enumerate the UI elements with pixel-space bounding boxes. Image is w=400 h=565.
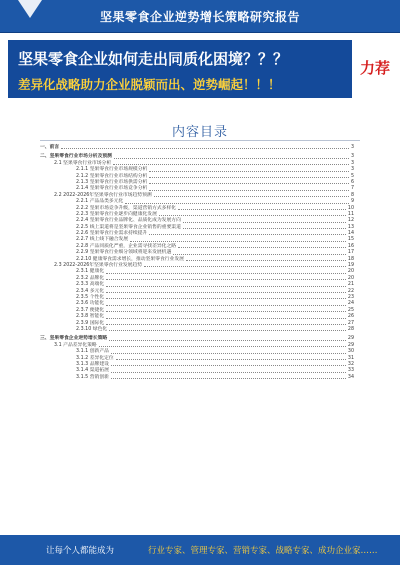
toc-entry-title: 2.2.5 线上渠道将是坚果零食企业销售的重要渠道 xyxy=(76,224,181,230)
toc-entry-title: 2.3.1 健康化 xyxy=(76,269,105,275)
toc-dot-leader xyxy=(61,145,349,149)
toc-entry-title: 2.3.9 国际化 xyxy=(76,320,105,326)
hero-subheadline: 差异化战略助力企业脱颖而出、逆势崛起！！！ xyxy=(18,77,281,92)
toc-dot-leader xyxy=(183,225,346,229)
toc-entry-page: 20 xyxy=(347,275,354,281)
toc-dot-leader xyxy=(111,362,346,366)
toc-entry-page: 7 xyxy=(350,186,354,192)
toc-entry-title: 2.1.3 坚果零食行业市场供需分析 xyxy=(76,179,148,185)
toc-dot-leader xyxy=(106,276,346,280)
toc-dot-leader xyxy=(149,167,349,171)
toc-entry-title: 3.1.4 渠道拓展 xyxy=(76,368,109,374)
toc-dot-leader xyxy=(114,154,349,158)
toc-dot-leader xyxy=(106,295,346,299)
toc-entry-title: 2.3.2 品牌化 xyxy=(76,275,105,281)
toc-entry-page: 17 xyxy=(347,250,354,256)
toc-dot-leader xyxy=(106,289,346,293)
toc-entry-title: 3.1.1 创新产品 xyxy=(76,349,109,355)
toc-entry-title: 2.2 2022-2026年坚果零食行业市场趋势预测 xyxy=(54,192,152,198)
toc-entry-title: 3.1 产品差异化策略 xyxy=(54,342,97,348)
toc-entry-page: 21 xyxy=(347,282,354,288)
toc-entry-page: 3 xyxy=(350,160,354,166)
toc-entry-title: 2.2.6 坚果零食行业需求持续提升 xyxy=(76,231,148,237)
toc-entry-page: 3 xyxy=(350,145,354,150)
toc-dot-leader xyxy=(113,161,349,165)
toc-entry-title: 2.2.3 坚果零食行业逐步向健康化发展 xyxy=(76,211,157,217)
toc-entry-page: 29 xyxy=(347,336,354,342)
toc-entry-title: 2.2.8 产品同质化严重，企业需寻找差异化之路 xyxy=(76,243,177,249)
toc-entry-page: 31 xyxy=(347,355,354,361)
toc-entry-page: 25 xyxy=(347,307,354,313)
footer-roles: 行业专家、管理专家、营销专家、战略专家、成功企业家…… xyxy=(148,546,378,556)
toc-entry-page: 23 xyxy=(347,294,354,300)
toc-entry-title: 2.3.4 多元化 xyxy=(76,288,105,294)
toc-entry-page: 16 xyxy=(347,243,354,249)
toc-dot-leader xyxy=(116,356,346,360)
toc-entry-title: 2.3.6 功能化 xyxy=(76,301,105,307)
toc-dot-leader xyxy=(178,206,346,210)
table-of-contents xyxy=(40,145,354,381)
toc-entry-page: 33 xyxy=(347,368,354,374)
toc-dot-leader xyxy=(106,314,346,318)
footer-label: 让每个人都能成为 xyxy=(46,546,115,556)
toc-entry-title: 三、坚果零食企业逆势增长策略 xyxy=(40,336,108,342)
toc-dot-leader xyxy=(109,327,346,331)
toc-dot-leader xyxy=(106,321,346,325)
toc-dot-leader xyxy=(149,174,349,178)
toc-dot-leader xyxy=(149,186,349,190)
toc-entry-title: 2.2.4 坚果零食行业品牌化、品质化成为发展方向 xyxy=(76,218,181,224)
toc-dot-leader xyxy=(109,336,346,340)
toc-entry-title: 2.2.2 坚果市场竞争升级，渠道营销方式多样化 xyxy=(76,205,177,211)
toc-dot-leader xyxy=(186,257,346,261)
toc-entry-page: 30 xyxy=(347,349,354,355)
toc-dot-leader xyxy=(106,282,346,286)
toc-entry-page: 13 xyxy=(347,224,354,230)
toc-entry[interactable] xyxy=(40,327,354,333)
toc-entry-page: 10 xyxy=(347,205,354,211)
toc-entry-page: 8 xyxy=(350,192,354,198)
toc-dot-leader xyxy=(144,263,346,267)
toc-entry-title: 2.1.2 坚果零食行业市场结构分析 xyxy=(76,173,148,179)
toc-entry-page: 3 xyxy=(350,154,354,160)
toc-entry-title: 2.1.4 坚果零食行业市场竞争分析 xyxy=(76,186,148,192)
toc-entry-page: 5 xyxy=(350,173,354,179)
toc-entry-title: 2.2.1 产品品类多元化 xyxy=(76,199,124,205)
toc-entry-title: 3.1.2 差异化定位 xyxy=(76,355,114,361)
toc-dot-leader xyxy=(111,375,346,379)
toc-entry-page: 15 xyxy=(347,237,354,243)
toc-dot-leader xyxy=(178,244,346,248)
hero-headline: 坚果零食企业如何走出同质化困境？？？ xyxy=(18,50,289,68)
toc-entry-page: 14 xyxy=(347,231,354,237)
toc-title: 内容目录 xyxy=(171,125,228,140)
toc-entry-title: 一、前言 xyxy=(40,145,60,150)
toc-dot-leader xyxy=(111,349,346,353)
toc-entry[interactable] xyxy=(40,145,354,151)
toc-dot-leader xyxy=(106,308,346,312)
toc-entry-title: 2.1 坚果零食行业市场分析 xyxy=(54,160,112,166)
toc-dot-leader xyxy=(149,231,346,235)
footer-banner xyxy=(0,535,400,565)
toc-entry-title: 2.3.5 个性化 xyxy=(76,294,105,300)
toc-dot-leader xyxy=(130,237,346,241)
toc-entry-page: 28 xyxy=(347,326,354,332)
toc-entry-title: 2.3.10 绿色化 xyxy=(76,326,108,332)
toc-entry-page: 27 xyxy=(347,320,354,326)
toc-entry-page: 12 xyxy=(347,218,354,224)
toc-entry-page: 9 xyxy=(350,199,354,205)
toc-entry-page: 19 xyxy=(347,263,354,269)
toc-entry-title: 2.3.3 高端化 xyxy=(76,282,105,288)
toc-entry-page: 22 xyxy=(347,288,354,294)
toc-entry-title: 二、坚果零食行业市场分析及预测 xyxy=(40,154,112,160)
toc-entry-page: 11 xyxy=(347,211,354,217)
toc-entry-page: 18 xyxy=(347,256,354,262)
top-banner xyxy=(0,0,400,33)
toc-entry-title: 2.3.8 智能化 xyxy=(76,314,105,320)
toc-entry-page: 3 xyxy=(350,167,354,173)
toc-entry-title: 3.1.3 品牌建设 xyxy=(76,361,109,367)
toc-entry-page: 29 xyxy=(347,342,354,348)
toc-entry-title: 2.1.1 坚果零食行业市场规模分析 xyxy=(76,167,148,173)
toc-divider xyxy=(40,140,360,141)
toc-entry[interactable] xyxy=(40,375,354,381)
toc-entry-page: 26 xyxy=(347,314,354,320)
toc-entry-title: 3.1.5 营销创新 xyxy=(76,374,109,380)
toc-entry-page: 24 xyxy=(347,301,354,307)
toc-entry-page: 6 xyxy=(350,179,354,185)
toc-entry-title: 2.3 2022-2026年坚果零食行业发展趋势 xyxy=(54,263,143,269)
toc-dot-leader xyxy=(106,269,346,273)
toc-dot-leader xyxy=(149,180,349,184)
toc-dot-leader xyxy=(159,212,346,216)
toc-dot-leader xyxy=(154,193,349,197)
toc-entry-title: 2.2.9 坚果零食行业细分领域将迎来发展机遇 xyxy=(76,250,172,256)
toc-dot-leader xyxy=(173,250,346,254)
report-title: 坚果零食企业逆势增长策略研究报告 xyxy=(99,10,300,24)
toc-entry-page: 32 xyxy=(347,361,354,367)
hero-banner xyxy=(8,40,352,98)
toc-entry-page: 34 xyxy=(347,374,354,380)
toc-dot-leader xyxy=(111,368,346,372)
toc-dot-leader xyxy=(106,301,346,305)
toc-dot-leader xyxy=(99,343,346,347)
toc-entry-title: 2.3.7 便捷化 xyxy=(76,307,105,313)
toc-entry-title: 2.2.7 线上线下融合发展 xyxy=(76,237,129,243)
toc-entry-page: 20 xyxy=(347,269,354,275)
toc-dot-leader xyxy=(183,218,346,222)
toc-entry-title: 2.2.10 健康零食需求增长，推动坚果零食行业发展 xyxy=(76,256,184,262)
stamp-text: 力荐 xyxy=(360,59,391,77)
recommend-stamp xyxy=(356,40,394,98)
toc-dot-leader xyxy=(125,199,349,203)
